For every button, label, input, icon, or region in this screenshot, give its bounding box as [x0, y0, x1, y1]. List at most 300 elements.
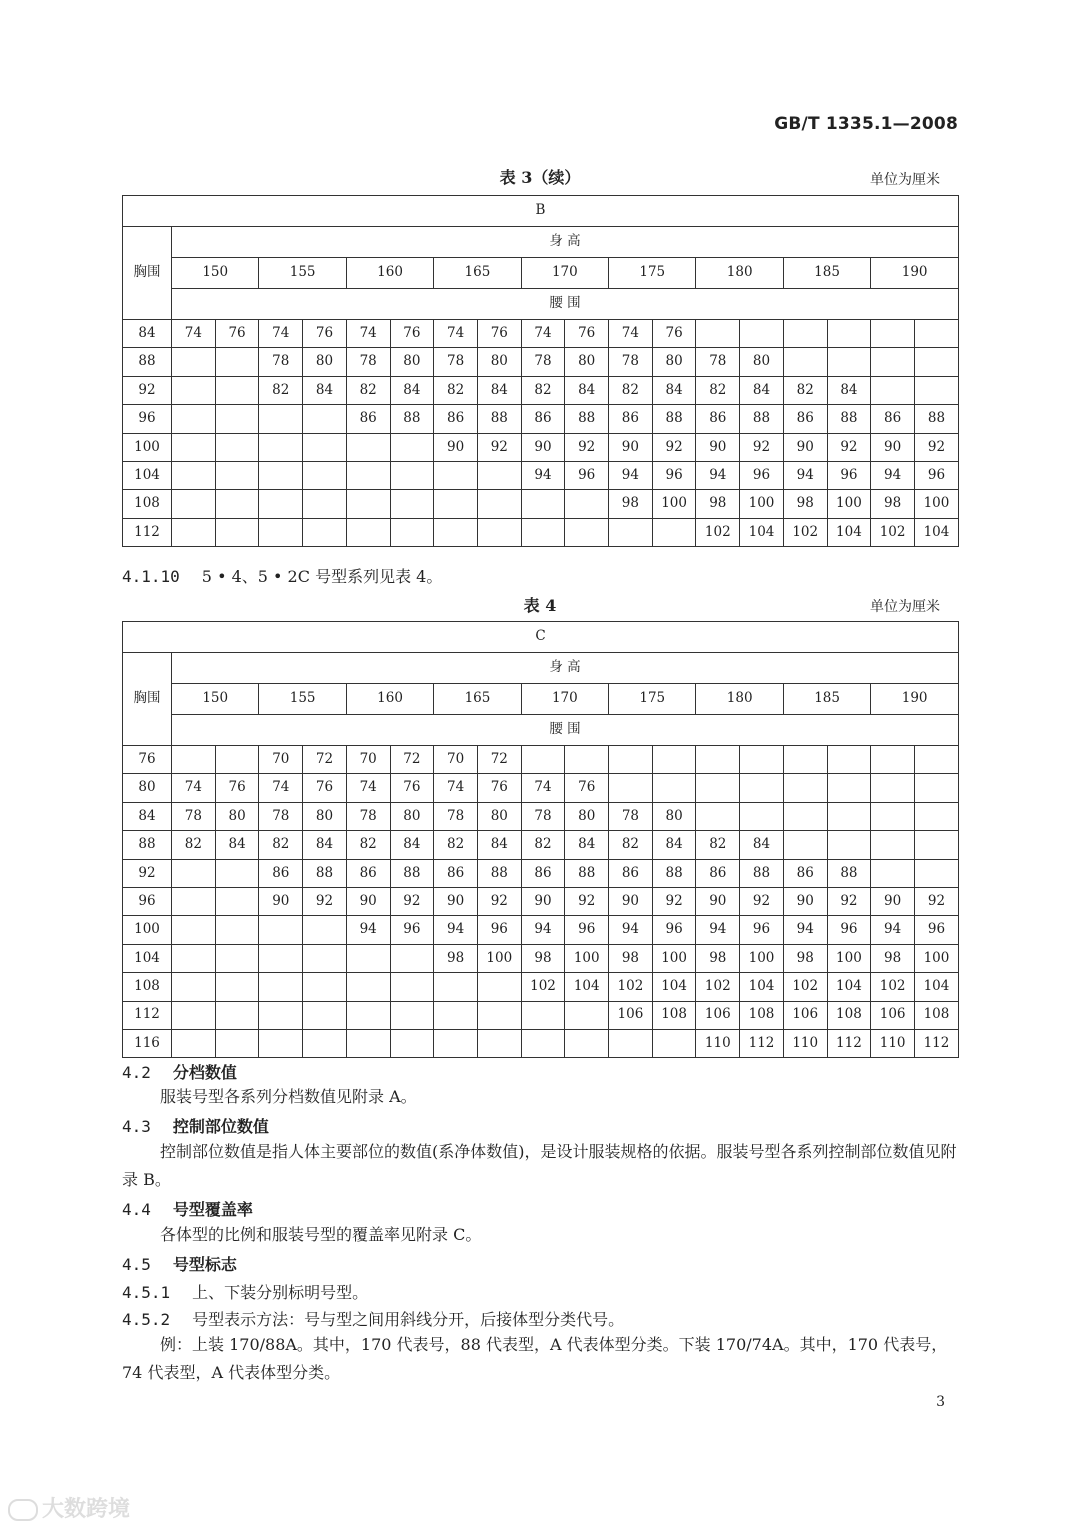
waist-value: 76: [303, 774, 347, 802]
waist-value: 100: [914, 490, 958, 518]
page-number: 3: [936, 1394, 945, 1410]
waist-value: 84: [740, 831, 784, 859]
waist-value: 94: [609, 916, 653, 944]
waist-value: [259, 433, 303, 461]
waist-value: 86: [521, 405, 565, 433]
waist-value: [390, 1001, 434, 1029]
waist-value: 104: [740, 518, 784, 546]
height-value: 175: [609, 684, 696, 715]
height-label: 身 高: [172, 653, 959, 684]
waist-value: [390, 973, 434, 1001]
waist-value: 86: [696, 405, 740, 433]
waist-value: 84: [390, 831, 434, 859]
chest-value: 104: [123, 944, 172, 972]
waist-value: 94: [609, 461, 653, 489]
table-row: [123, 887, 959, 915]
waist-value: 74: [346, 320, 390, 348]
waist-value: [477, 490, 521, 518]
waist-value: 90: [783, 433, 827, 461]
waist-value: 112: [914, 1029, 958, 1057]
waist-value: [303, 405, 347, 433]
height-value: 160: [346, 684, 433, 715]
waist-value: 86: [609, 859, 653, 887]
section-number: 4.3: [122, 1117, 151, 1136]
waist-value: [259, 973, 303, 1001]
waist-value: 98: [434, 944, 478, 972]
waist-value: 84: [390, 376, 434, 404]
waist-value: 82: [609, 831, 653, 859]
table-row: [123, 859, 959, 887]
waist-value: [303, 973, 347, 1001]
waist-value: 96: [565, 916, 609, 944]
waist-value: [783, 746, 827, 774]
waist-value: 90: [434, 433, 478, 461]
waist-value: 84: [565, 376, 609, 404]
waist-value: [871, 376, 915, 404]
waist-value: 78: [346, 348, 390, 376]
waist-value: [434, 461, 478, 489]
waist-value: [696, 802, 740, 830]
waist-value: [259, 461, 303, 489]
waist-value: [172, 973, 216, 1001]
waist-value: 82: [172, 831, 216, 859]
waist-value: 108: [740, 1001, 784, 1029]
section-4-3-body: 控制部位数值是指人体主要部位的数值(系净体数值)，是设计服装规格的依据。服装号型各系列控制部位数值见附录 B。: [122, 1142, 957, 1189]
waist-value: [346, 518, 390, 546]
waist-value: [215, 490, 259, 518]
waist-value: 100: [827, 944, 871, 972]
waist-value: 100: [477, 944, 521, 972]
height-value: 170: [521, 258, 608, 289]
waist-value: [172, 433, 216, 461]
waist-value: 86: [783, 859, 827, 887]
height-value: 150: [172, 258, 259, 289]
height-value: 160: [346, 258, 433, 289]
waist-value: [914, 376, 958, 404]
waist-value: [783, 774, 827, 802]
waist-value: 78: [434, 348, 478, 376]
waist-value: [172, 518, 216, 546]
waist-value: [259, 518, 303, 546]
waist-value: 96: [652, 916, 696, 944]
waist-value: [215, 405, 259, 433]
waist-value: 82: [259, 831, 303, 859]
waist-value: [346, 1029, 390, 1057]
waist-value: [390, 490, 434, 518]
waist-label: 腰 围: [172, 715, 959, 746]
waist-value: 90: [783, 887, 827, 915]
chest-value: 104: [123, 461, 172, 489]
waist-value: 76: [565, 320, 609, 348]
waist-value: 74: [434, 774, 478, 802]
waist-value: [303, 916, 347, 944]
waist-value: [434, 1029, 478, 1057]
waist-value: [390, 944, 434, 972]
waist-value: [914, 831, 958, 859]
waist-value: 76: [477, 320, 521, 348]
waist-value: 96: [390, 916, 434, 944]
waist-value: 80: [565, 348, 609, 376]
clause-text: 5 • 4、5 • 2C 号型系列见表 4。: [201, 567, 443, 586]
height-header-row: [123, 653, 959, 684]
waist-value: 88: [303, 859, 347, 887]
waist-value: [871, 348, 915, 376]
clause-4-5-2: [122, 1307, 624, 1330]
waist-value: 110: [696, 1029, 740, 1057]
waist-value: 106: [696, 1001, 740, 1029]
chest-value: 108: [123, 490, 172, 518]
waist-value: 102: [696, 973, 740, 1001]
waist-value: 110: [783, 1029, 827, 1057]
section-title: 控制部位数值: [172, 1117, 269, 1136]
waist-value: [914, 320, 958, 348]
waist-value: 74: [172, 320, 216, 348]
waist-value: [696, 320, 740, 348]
clause-4-5-1: [122, 1280, 368, 1303]
waist-value: 84: [652, 831, 696, 859]
waist-value: 98: [871, 490, 915, 518]
waist-value: 104: [914, 973, 958, 1001]
chest-value: 92: [123, 376, 172, 404]
chest-value: 116: [123, 1029, 172, 1057]
table-row: [123, 433, 959, 461]
waist-value: [477, 461, 521, 489]
waist-value: 88: [565, 405, 609, 433]
waist-value: 92: [565, 887, 609, 915]
waist-value: 82: [609, 376, 653, 404]
waist-value: [827, 320, 871, 348]
waist-value: 84: [827, 376, 871, 404]
waist-value: 84: [740, 376, 784, 404]
chest-value: 88: [123, 348, 172, 376]
waist-value: 94: [783, 461, 827, 489]
waist-value: 102: [609, 973, 653, 1001]
section-4-5-heading: [122, 1252, 237, 1275]
waist-value: [652, 1029, 696, 1057]
waist-value: [215, 1001, 259, 1029]
waist-value: 76: [215, 320, 259, 348]
waist-value: [477, 1001, 521, 1029]
height-value: 190: [871, 684, 959, 715]
waist-value: 94: [696, 916, 740, 944]
waist-value: 88: [477, 405, 521, 433]
waist-value: [172, 376, 216, 404]
waist-value: 80: [215, 802, 259, 830]
height-value: 165: [434, 258, 521, 289]
waist-value: 80: [477, 348, 521, 376]
waist-value: [172, 887, 216, 915]
waist-value: 100: [740, 490, 784, 518]
waist-value: 96: [740, 916, 784, 944]
waist-value: [521, 1001, 565, 1029]
waist-value: [172, 916, 216, 944]
waist-value: [303, 944, 347, 972]
height-value: 165: [434, 684, 521, 715]
waist-value: [390, 1029, 434, 1057]
watermark-logo-icon: [8, 1499, 38, 1521]
waist-value: [346, 490, 390, 518]
waist-value: 94: [434, 916, 478, 944]
waist-value: 78: [259, 348, 303, 376]
waist-value: 88: [390, 859, 434, 887]
waist-value: [172, 490, 216, 518]
waist-value: [172, 348, 216, 376]
chest-value: 84: [123, 320, 172, 348]
waist-value: [259, 944, 303, 972]
waist-value: 74: [609, 320, 653, 348]
waist-value: 78: [696, 348, 740, 376]
section-number: 4.2: [122, 1063, 151, 1082]
waist-value: [652, 746, 696, 774]
waist-value: [390, 433, 434, 461]
waist-value: [172, 859, 216, 887]
waist-value: 94: [521, 916, 565, 944]
waist-value: [521, 490, 565, 518]
waist-value: 100: [827, 490, 871, 518]
waist-value: [215, 348, 259, 376]
waist-value: 94: [346, 916, 390, 944]
waist-value: 98: [696, 490, 740, 518]
chest-value: 96: [123, 887, 172, 915]
waist-value: 88: [740, 859, 784, 887]
waist-value: 86: [346, 859, 390, 887]
waist-value: [827, 774, 871, 802]
waist-header-row: [123, 715, 959, 746]
waist-value: [259, 1029, 303, 1057]
waist-value: [259, 405, 303, 433]
waist-value: 82: [521, 376, 565, 404]
waist-value: 96: [827, 461, 871, 489]
waist-value: 76: [390, 320, 434, 348]
waist-header-row: [123, 289, 959, 320]
waist-value: 100: [652, 944, 696, 972]
waist-value: [259, 490, 303, 518]
waist-value: 78: [346, 802, 390, 830]
waist-value: [783, 320, 827, 348]
waist-value: 82: [434, 831, 478, 859]
waist-value: 90: [696, 887, 740, 915]
table4-caption: 表 4: [523, 596, 557, 615]
waist-value: [565, 746, 609, 774]
clause-text: 号型表示方法：号与型之间用斜线分开，后接体型分类代号。: [192, 1310, 625, 1329]
waist-value: [215, 859, 259, 887]
waist-value: [346, 461, 390, 489]
waist-value: 80: [390, 802, 434, 830]
chest-value: 80: [123, 774, 172, 802]
waist-value: [434, 490, 478, 518]
table-row: [123, 490, 959, 518]
table4-unit: 单位为厘米: [870, 599, 940, 615]
waist-value: [172, 1029, 216, 1057]
waist-value: 92: [477, 887, 521, 915]
section-4-4-body: 各体型的比例和服装号型的覆盖率见附录 C。: [160, 1225, 482, 1244]
waist-value: 92: [565, 433, 609, 461]
example-text: 例：上装 170/88A。其中，170 代表号，88 代表型，A 代表体型分类。下装 170/74A。其中，170 代表号，74 代表型，A 代表体型分类。: [122, 1335, 948, 1382]
waist-value: [434, 518, 478, 546]
waist-value: 92: [303, 887, 347, 915]
waist-value: [827, 831, 871, 859]
waist-value: [346, 433, 390, 461]
waist-value: 76: [477, 774, 521, 802]
waist-value: 86: [783, 405, 827, 433]
waist-value: 98: [609, 490, 653, 518]
waist-value: 74: [521, 320, 565, 348]
waist-value: 106: [783, 1001, 827, 1029]
waist-value: 104: [652, 973, 696, 1001]
section-4-3-heading: [122, 1114, 269, 1137]
chest-value: 92: [123, 859, 172, 887]
waist-value: 98: [521, 944, 565, 972]
waist-value: 96: [740, 461, 784, 489]
waist-value: 90: [609, 433, 653, 461]
waist-value: 84: [477, 831, 521, 859]
waist-value: [609, 1029, 653, 1057]
waist-value: 98: [609, 944, 653, 972]
waist-value: [346, 973, 390, 1001]
waist-value: 94: [521, 461, 565, 489]
waist-value: [303, 518, 347, 546]
waist-value: 102: [696, 518, 740, 546]
waist-value: [172, 944, 216, 972]
section-4-2-body: 服装号型各系列分档数值见附录 A。: [160, 1087, 417, 1106]
waist-value: 108: [914, 1001, 958, 1029]
waist-value: [827, 802, 871, 830]
waist-value: 82: [346, 376, 390, 404]
waist-value: 72: [390, 746, 434, 774]
waist-value: [696, 746, 740, 774]
waist-value: [390, 461, 434, 489]
waist-value: 110: [871, 1029, 915, 1057]
waist-value: 86: [696, 859, 740, 887]
waist-value: [740, 802, 784, 830]
waist-value: 76: [303, 320, 347, 348]
waist-value: 74: [434, 320, 478, 348]
waist-value: [303, 461, 347, 489]
waist-value: [871, 859, 915, 887]
height-value: 150: [172, 684, 259, 715]
waist-value: 78: [172, 802, 216, 830]
waist-value: [783, 348, 827, 376]
waist-value: 78: [259, 802, 303, 830]
waist-value: 88: [390, 405, 434, 433]
waist-value: 84: [477, 376, 521, 404]
waist-value: 82: [346, 831, 390, 859]
chest-value: 84: [123, 802, 172, 830]
waist-value: 70: [434, 746, 478, 774]
table-row: [123, 1001, 959, 1029]
table-row: [123, 916, 959, 944]
waist-value: [215, 518, 259, 546]
waist-value: [871, 802, 915, 830]
waist-value: 96: [827, 916, 871, 944]
waist-value: 100: [740, 944, 784, 972]
waist-value: 82: [259, 376, 303, 404]
waist-value: 102: [871, 518, 915, 546]
waist-value: [303, 433, 347, 461]
waist-value: [609, 746, 653, 774]
chest-value: 96: [123, 405, 172, 433]
waist-value: [215, 461, 259, 489]
waist-value: [609, 518, 653, 546]
waist-value: 80: [390, 348, 434, 376]
waist-value: 98: [696, 944, 740, 972]
waist-value: 102: [783, 973, 827, 1001]
height-value: 185: [783, 684, 870, 715]
waist-value: 88: [477, 859, 521, 887]
waist-value: 78: [434, 802, 478, 830]
waist-value: 92: [652, 433, 696, 461]
waist-value: 86: [346, 405, 390, 433]
waist-value: [215, 746, 259, 774]
waist-value: 96: [652, 461, 696, 489]
waist-value: [477, 518, 521, 546]
waist-value: 88: [652, 859, 696, 887]
waist-value: [696, 774, 740, 802]
table-row: [123, 405, 959, 433]
waist-value: 88: [827, 859, 871, 887]
waist-value: 104: [565, 973, 609, 1001]
waist-value: 88: [565, 859, 609, 887]
waist-value: 78: [609, 802, 653, 830]
waist-value: 92: [390, 887, 434, 915]
table-row: [123, 831, 959, 859]
table-row: [123, 518, 959, 546]
waist-value: 92: [740, 887, 784, 915]
chest-value: 100: [123, 916, 172, 944]
type-label: C: [123, 622, 959, 653]
waist-value: [521, 1029, 565, 1057]
waist-value: 102: [871, 973, 915, 1001]
chest-label: 胸围: [123, 653, 172, 746]
waist-value: [303, 1001, 347, 1029]
waist-value: 90: [259, 887, 303, 915]
waist-value: 98: [783, 490, 827, 518]
clause-number: 4.5.1: [122, 1283, 171, 1302]
waist-value: [215, 944, 259, 972]
type-label: B: [123, 196, 959, 227]
waist-value: 76: [390, 774, 434, 802]
waist-value: [914, 802, 958, 830]
height-value: 155: [259, 258, 346, 289]
waist-value: [740, 746, 784, 774]
waist-value: [390, 518, 434, 546]
waist-value: 90: [871, 433, 915, 461]
waist-value: 80: [477, 802, 521, 830]
waist-value: 88: [740, 405, 784, 433]
waist-value: [215, 973, 259, 1001]
chest-value: 112: [123, 518, 172, 546]
chest-value: 100: [123, 433, 172, 461]
type-header-row: [123, 622, 959, 653]
section-title: 号型覆盖率: [172, 1200, 253, 1219]
waist-value: 86: [259, 859, 303, 887]
waist-value: 92: [914, 887, 958, 915]
table-row: [123, 802, 959, 830]
waist-value: [871, 831, 915, 859]
table3-unit: 单位为厘米: [870, 172, 940, 188]
standard-code: GB/T 1335.1—2008: [774, 114, 958, 134]
clause-4-1-10: [122, 564, 442, 587]
waist-value: 98: [871, 944, 915, 972]
waist-value: 84: [215, 831, 259, 859]
clause-number: 4.1.10: [122, 567, 180, 586]
waist-label: 腰 围: [172, 289, 959, 320]
waist-value: [215, 887, 259, 915]
waist-value: [259, 1001, 303, 1029]
waist-value: [871, 320, 915, 348]
waist-value: 70: [346, 746, 390, 774]
waist-value: [827, 348, 871, 376]
